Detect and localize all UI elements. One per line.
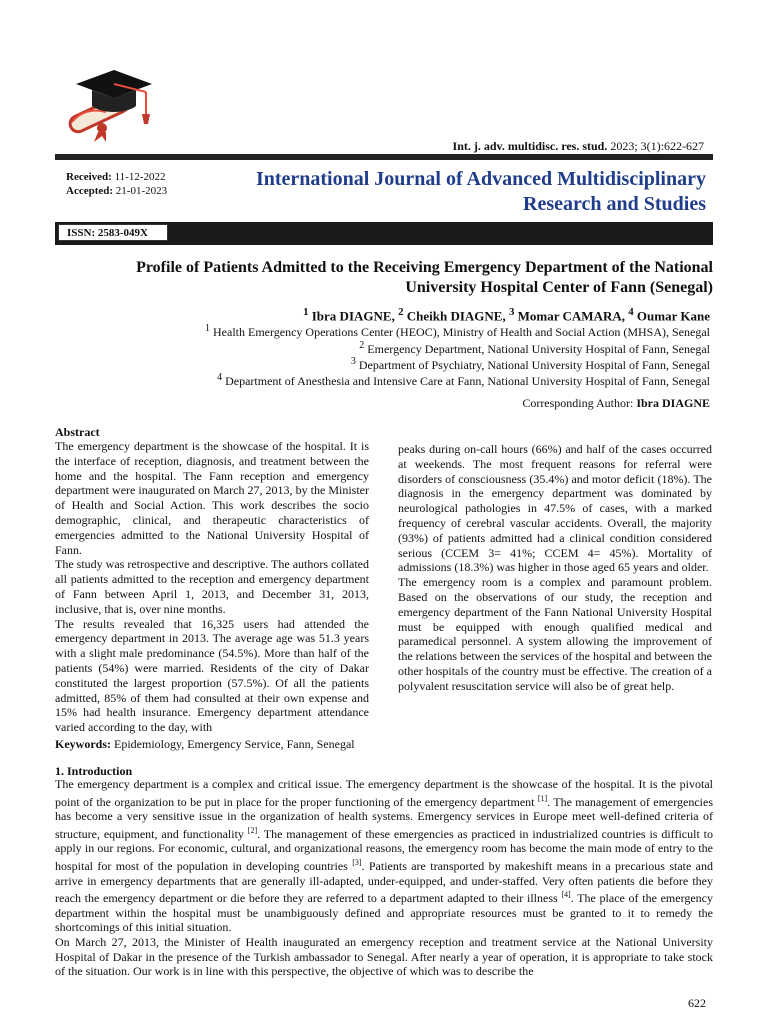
affiliation [205,323,710,340]
affiliation [351,356,710,373]
paper-title-line2: University Hospital Center of Fann (Senegal) [405,279,713,296]
author-sup: 2 [398,306,404,318]
abstract-paragraph: The emergency room is a complex and paramount problem. Based on the observations of our study, the reception and emergency department of the Fann National University Hospital must be equipped with enough qualified medical and paramedical personnel. A system allowing the improvement of the relations between the services of the hospital and between the other hospitals of the country must be effective. The creation of a polyvalent resuscitation service will also be of great help. [398,575,712,693]
citation-volume: 2023; 3(1):622-627 [610,139,704,153]
affiliation-sup: 4 [217,372,223,383]
paper-title [55,258,713,298]
header-rule [55,154,713,160]
affiliation-text: Department of Anesthesia and Intensive Care at Fann, National University Hospital of Fann, Senegal [225,374,710,388]
abstract-column-left [55,439,369,735]
author-sup: 3 [508,306,515,318]
keywords-label: Keywords: [55,737,111,751]
affiliation [217,372,710,389]
submission-dates [66,170,167,198]
affiliation [359,340,710,357]
intro-text: The emergency department is a complex and critical issue. The emergency department is the showcase of the hospital. It is the pivotal point of the organization to be put in place for the proper functioning of the emergency department [55,777,713,809]
journal-title [206,167,706,217]
intro-text: . The place of the emergency department within the hospital must be unambiguously defined and appropriate resources must be granted to it to remedy the shortcomings of this initial situation. [55,891,714,935]
abstract-paragraph: The emergency department is the showcase of the hospital. It is the interface of reception, diagnosis, and treatment between the home and the hospital. The Fann reception and emergency department were inaugurated on March 27, 2013, by the Minister of Health and Social Action. This work describes the socio demographic, clinical, and therapeutic characteristics of emergencies admitted to the National University Hospital of Fann. [55,439,369,557]
keywords [55,737,355,752]
accepted-label: Accepted: [66,185,114,197]
page-number: 622 [688,996,706,1010]
intro-paragraph-1 [55,777,713,935]
affiliation-sup: 3 [350,356,356,367]
journal-logo [62,62,158,144]
affiliation-sup: 2 [359,340,365,351]
introduction-body [55,777,713,979]
author-sup: 1 [303,306,309,318]
intro-text: . The management of emergencies has become a very sensitive issue in the organization of health systems. Emergency services in Europe meet well-defined criteria of structure, equipment, and functionality [55,794,713,841]
affiliation-text: Department of Psychiatry, National University Hospital of Fann, Senegal [358,358,710,372]
citation-ref[interactable]: [3] [352,857,362,867]
abstract-column-right [398,442,712,694]
author-name: Oumar Kane [636,308,710,324]
section-heading-introduction: 1. Introduction [55,764,133,778]
citation-journal: Int. j. adv. multidisc. res. stud. [452,139,608,153]
affiliation-text: Emergency Department, National University Hospital of Fann, Senegal [367,342,710,356]
abstract-paragraph: The study was retrospective and descriptive. The authors collated all patients admitted to the reception and emergency department of Fann between April 1, 2013, and December 31, 2013, inclusive, that is, over nine months. [55,557,370,616]
affiliation-sup: 1 [205,323,210,334]
paper-title-line1: Profile of Patients Admitted to the Receiving Emergency Department of the National [136,259,713,276]
citation-ref[interactable]: [4] [561,890,571,900]
corresponding-label: Corresponding Author: [522,396,634,410]
author-name: Ibra DIAGNE, [311,308,395,324]
accepted-date: 21-01-2023 [115,185,168,197]
author-list [303,306,710,324]
intro-paragraph-2: On March 27, 2013, the Minister of Health inaugurated an emergency reception and treatment service at the National University Hospital of Dakar in the presence of the Turkish ambassador to Senegal. After nearly a year of operation, it is appropriate to take stock of the situation. Our work is in line with this perspective, the objective of which was to describe the [55,934,713,979]
citation-line [453,139,704,154]
abstract-paragraph: peaks during on-call hours (66%) and half of the cases occurred at weekends. The most frequent reasons for referral were disorders of consciousness (35.4%) and motor deficit (18%). The diagnosis in the emergency department was dominated by neurological pathologies in 47.5% of cases, with a marked frequency of cerebral vascular accidents. Overall, the majority (93%) of patients admitted had a clinical condition considered serious (CCEM 3= 41%; CCEM 4= 45%). Mortality of admissions (18.3%) was higher in those aged 65 years and older. [398,442,712,575]
author-name: Cheikh DIAGNE, [406,308,506,324]
journal-title-line1: International Journal of Advanced Multidisciplinary [255,168,706,190]
abstract-heading: Abstract [55,425,100,439]
author-sup: 4 [628,306,634,318]
corresponding-author [522,396,710,411]
journal-title-line2: Research and Studies [523,193,706,215]
citation-ref[interactable]: [2] [247,825,258,835]
abstract-paragraph: The results revealed that 16,325 users had attended the emergency department in 2013. The average age was 51.3 years with a slight male predominance (54.5%). More than half of the patients (54%) were married. Residents of the city of Dakar constituted the largest proportion (57.5%). Of all the patients admitted, 85% of them had consulted at their own expense and 15% had health insurance. Emergency department attendance varied according to the day, with [55,616,369,735]
received-label: Received: [66,171,112,183]
received-date: 11-12-2022 [114,171,166,183]
intro-text: . Patients are transported by makeshift means in a precarious state and arrive in emergency departments that are generally ill-adapted, under-equipped, and under-staffed. Very often patients die before they reach the emergency department or die before they are referred to a department adapted to their illness [55,858,714,906]
citation-ref[interactable]: [1] [537,793,548,803]
affiliation-text: Health Emergency Operations Center (HEOC), Ministry of Health and Social Action (MHSA), Senegal [213,325,710,339]
intro-text: . The management of these emergencies as practiced in industrialized countries is difficult to apply in our regions. For economic, cultural, and organizational reasons, the emergency room has become the main mode of entry to the hospital for most of the population in developing countries [55,826,713,873]
author-name: Momar CAMARA, [517,308,625,324]
corresponding-name: Ibra DIAGNE [636,396,710,410]
keywords-value: Epidemiology, Emergency Service, Fann, Senegal [114,737,355,751]
issn-badge: ISSN: 2583-049X [58,224,168,241]
